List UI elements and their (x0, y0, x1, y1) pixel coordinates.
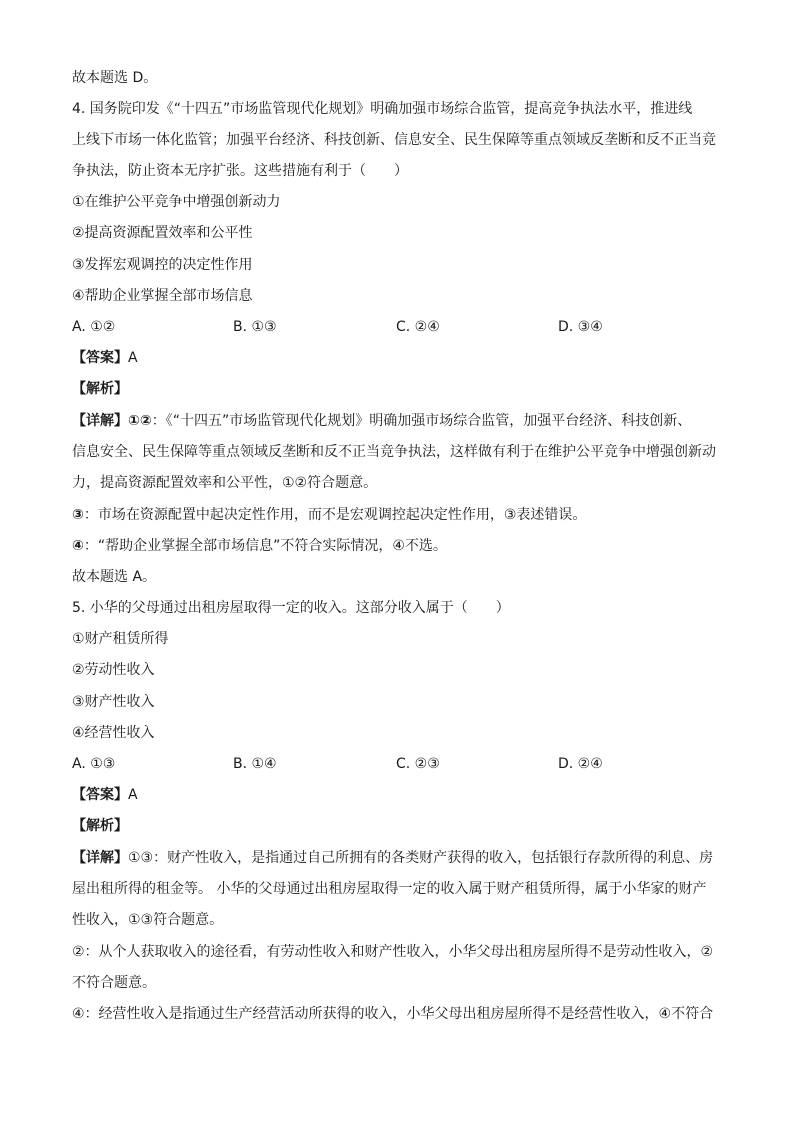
q5-point-2-line-2: 不符合题意。 (72, 975, 156, 991)
q4-detail-label: 【详解】 (72, 413, 128, 429)
q5-choice-a: A. ①③ (72, 756, 116, 772)
q4-point-4-text: ：“帮助企业掌握全部市场信息”不符合实际情况，④不选。 (83, 538, 447, 554)
q4-answer-value: A (128, 350, 138, 366)
q4-answer (72, 348, 138, 368)
q5-detail-label: 【详解】 (72, 850, 128, 866)
q5-item-1: ①财产租赁所得 (72, 631, 169, 647)
q5-point-2-line-1: ②：从个人获取收入的途径看，有劳动性收入和财产性收入，小华父母出租房屋所得不是劳动性收入，② (72, 944, 714, 960)
q4-item-1: ①在维护公平竞争中增强创新动力 (72, 194, 281, 210)
q3-conclusion: 故本题选 D。 (72, 70, 158, 86)
q4-item-3: ③发挥宏观调控的决定性作用 (72, 257, 253, 273)
q4-detail-point-4 (72, 536, 447, 556)
q4-detail-line-3: 力，提高资源配置效率和公平性，①②符合题意。 (72, 475, 378, 491)
q5-detail-line-3: 性收入，①③符合题意。 (72, 912, 224, 928)
q4-conclusion: 故本题选 A。 (72, 569, 157, 585)
q4-stem-line-2: 上线下市场一体化监管；加强平台经济、科技创新、信息安全、民生保障等重点领域反垄断和反不正当竞 (72, 132, 716, 148)
q4-detail-point-3 (72, 505, 586, 525)
q5-detail-line-2: 屋出租所得的租金等。 小华的父母通过出租房屋取得一定的收入属于财产租赁所得，属于小华家的财产 (72, 881, 707, 897)
q5-answer-label: 【答案】 (72, 787, 128, 803)
q5-answer (72, 785, 138, 805)
q4-stem-line-3: 争执法，防止资本无序扩张。这些措施有利于（ ） (72, 163, 408, 179)
q5-choice-b: B. ①④ (233, 756, 277, 772)
q4-point-4-lead: ④ (72, 538, 84, 554)
q4-choice-b: B. ①③ (233, 319, 277, 335)
q4-choice-d: D. ③④ (558, 319, 603, 335)
q4-point-3-lead: ③ (72, 507, 84, 523)
q5-detail-text-1: ①③：财产性收入，是指通过自己所拥有的各类财产获得的收入，包括银行存款所得的利息、房 (128, 850, 714, 866)
q4-answer-label: 【答案】 (72, 350, 128, 366)
q4-choice-a: A. ①② (72, 319, 116, 335)
q4-point-3-text: ：市场在资源配置中起决定性作用，而不是宏观调控起决定性作用，③表述错误。 (83, 507, 587, 523)
q4-detail-text-1: ：《“十四五”市场监管现代化规划》明确加强市场综合监管，加强平台经济、科技创新、 (151, 413, 692, 429)
q5-analysis-label: 【解析】 (72, 818, 128, 834)
q4-detail-line-2: 信息安全、民生保障等重点领域反垄断和反不正当竞争执法，这样做有利于在维护公平竞争中增强创新动 (72, 444, 716, 460)
q4-detail-line-1 (72, 411, 691, 431)
q5-item-2: ②劳动性收入 (72, 662, 155, 678)
q4-item-2: ②提高资源配置效率和公平性 (72, 225, 253, 241)
q5-choice-c: C. ②③ (396, 756, 440, 772)
q5-answer-value: A (128, 787, 138, 803)
q5-choice-d: D. ②④ (558, 756, 603, 772)
q5-point-4-line-1: ④：经营性收入是指通过生产经营活动所获得的收入，小华父母出租房屋所得不是经营性收入，④不符合 (72, 1006, 714, 1022)
q5-stem: 5. 小华的父母通过出租房屋取得一定的收入。这部分收入属于（ ） (72, 600, 510, 616)
q4-detail-lead: ①② (128, 413, 152, 429)
q4-stem-line-1: 4. 国务院印发《“十四五”市场监管现代化规划》明确加强市场综合监管，提高竞争执法水平，推进线 (72, 101, 693, 117)
q5-detail-line-1 (72, 848, 713, 868)
q4-choice-c: C. ②④ (396, 319, 440, 335)
q4-item-4: ④帮助企业掌握全部市场信息 (72, 288, 253, 304)
q4-analysis-label: 【解析】 (72, 381, 128, 397)
q5-item-4: ④经营性收入 (72, 725, 155, 741)
q5-item-3: ③财产性收入 (72, 694, 155, 710)
